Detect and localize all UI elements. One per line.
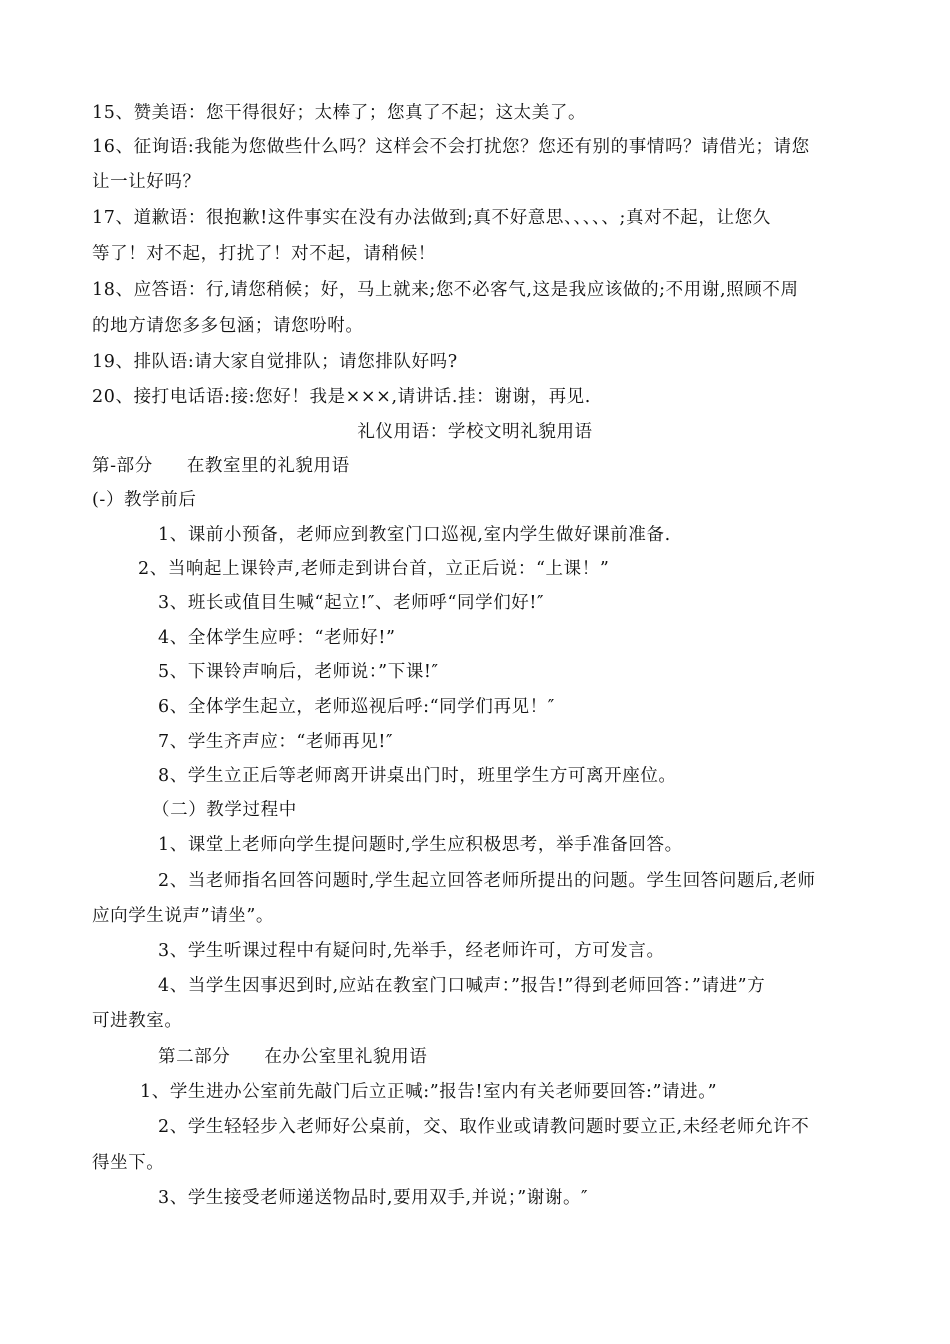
part1-heading-number: 第-部分	[92, 456, 153, 476]
part2-heading	[158, 1045, 427, 1069]
list-item: 8、学生立正后等老师离开讲桌出门时，班里学生方可离开座位。	[158, 766, 677, 786]
part1-sub1-heading: (-）教学前后	[92, 490, 197, 510]
phrase-16-line-1: 16、征询语:我能为您做些什么吗？这样会不会打扰您？您还有别的事情吗？请借光；请您	[92, 137, 810, 157]
list-item: 3、学生听课过程中有疑问时,先举手，经老师许可，方可发言。	[158, 941, 665, 961]
phrase-20: 20、接打电话语:接:您好！我是×××,请讲话.挂：谢谢，再见.	[92, 387, 591, 407]
phrase-17-line-1: 17、道歉语：很抱歉!这件事实在没有办法做到;真不好意思、、、、、;真对不起，让您久	[92, 208, 771, 228]
part1-heading	[92, 454, 350, 478]
part2-heading-number: 第二部分	[158, 1047, 231, 1067]
list-item: 1、学生进办公室前先敲门后立正喊:”报告!室内有关老师要回答:”请进。”	[140, 1082, 718, 1102]
phrase-16-line-2: 让一让好吗？	[92, 172, 201, 192]
list-item: 4、全体学生应呼：“老师好!”	[158, 628, 396, 648]
list-item: 1、课前小预备，老师应到教室门口巡视,室内学生做好课前准备.	[158, 525, 671, 545]
part2-heading-text: 在办公室里礼貌用语	[264, 1047, 428, 1067]
list-item: 4、当学生因事迟到时,应站在教室门口喊声：”报告!”得到老师回答：”请进”方	[158, 976, 766, 996]
part1-sub2-heading: （二）教学过程中	[152, 800, 297, 820]
list-item: 7、学生齐声应：“老师再见!″	[158, 732, 394, 752]
list-item: 3、班长或值目生喊“起立!″、老师呼“同学们好!″	[158, 593, 545, 613]
part1-heading-text: 在教室里的礼貌用语	[186, 456, 350, 476]
list-item-continued: 可进教室。	[92, 1011, 183, 1031]
phrase-15: 15、赞美语：您干得很好；太棒了；您真了不起；这太美了。	[92, 103, 587, 123]
list-item-continued: 得坐下。	[92, 1153, 165, 1173]
list-item: 2、学生轻轻步入老师好公桌前，交、取作业或请教问题时要立正,未经老师允许不	[158, 1117, 810, 1137]
list-item: 2、当老师指名回答问题时,学生起立回答老师所提出的问题。学生回答问题后,老师	[158, 871, 816, 891]
list-item: 1、课堂上老师向学生提问题时,学生应积极思考，举手准备回答。	[158, 835, 683, 855]
list-item: 6、全体学生起立，老师巡视后呼:“同学们再见！″	[158, 697, 555, 717]
list-item: 5、下课铃声响后，老师说：”下课!″	[158, 662, 439, 682]
list-item: 3、学生接受老师递送物品时,要用双手,并说；”谢谢。″	[158, 1188, 589, 1208]
phrase-18-line-2: 的地方请您多多包涵；请您吩咐。	[92, 316, 364, 336]
list-item-continued: 应向学生说声”请坐”。	[92, 906, 274, 926]
section-title: 礼仪用语：学校文明礼貌用语	[357, 422, 593, 442]
list-item: 2、当响起上课铃声,老师走到讲台首，立正后说：“上课！”	[138, 559, 610, 579]
phrase-19: 19、排队语:请大家自觉排队；请您排队好吗?	[92, 352, 458, 372]
phrase-17-line-2: 等了！对不起，打扰了！对不起，请稍候！	[92, 244, 436, 264]
phrase-18-line-1: 18、应答语：行,请您稍候；好，马上就来;您不必客气,这是我应该做的;不用谢,照顾不周	[92, 280, 799, 300]
